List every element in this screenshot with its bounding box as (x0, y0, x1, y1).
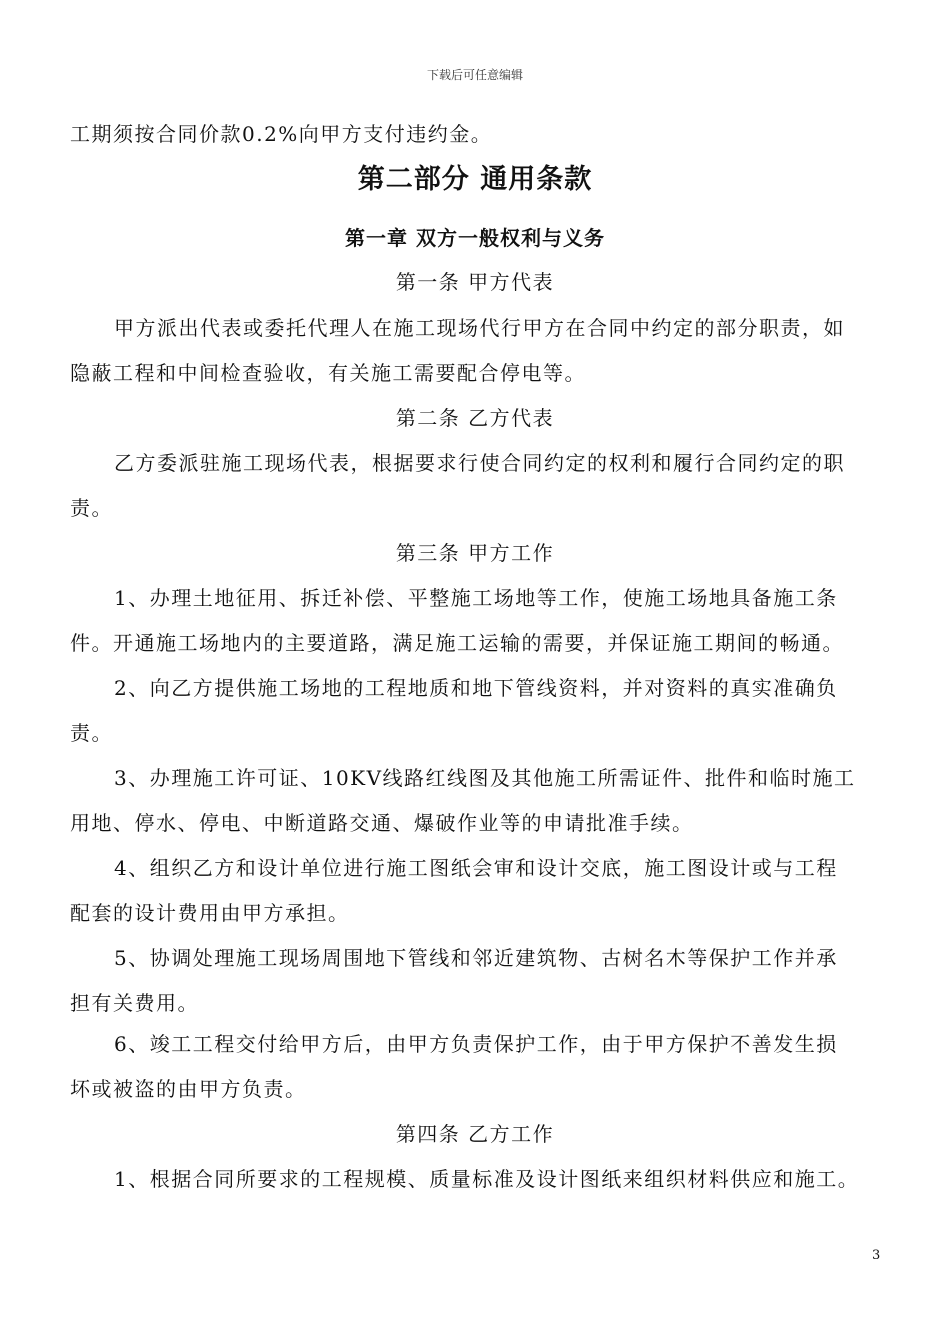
article-3-item-5-line-2: 担有关费用。 (70, 991, 199, 1015)
chapter-title: 第一章 双方一般权利与义务 (345, 226, 605, 250)
article-4-title: 第四条 乙方工作 (395, 1122, 555, 1146)
article-3-title: 第三条 甲方工作 (395, 541, 555, 565)
article-3-item-2-line-1: 2、向乙方提供施工场地的工程地质和地下管线资料，并对资料的真实准确负 (114, 676, 838, 700)
article-3-item-2-line-2: 责。 (70, 721, 113, 745)
article-2-title: 第二条 乙方代表 (395, 406, 555, 430)
article-3-item-1-line-1: 1、办理土地征用、拆迁补偿、平整施工场地等工作，使施工场地具备施工条 (114, 586, 838, 610)
article-3-item-3-line-2: 用地、停水、停电、中断道路交通、爆破作业等的申请批准手续。 (70, 811, 694, 835)
article-3-item-6-line-1: 6、竣工工程交付给甲方后，由甲方负责保护工作，由于甲方保护不善发生损 (114, 1032, 838, 1056)
article-3-item-6-line-2: 坏或被盗的由甲方负责。 (70, 1077, 307, 1101)
header-note: 下载后可任意编辑 (426, 68, 523, 82)
article-2-line-1: 乙方委派驻施工现场代表，根据要求行使合同约定的权利和履行合同约定的职 (114, 451, 845, 475)
page-number: 3 (872, 1248, 881, 1263)
article-3-item-5-line-1: 5、协调处理施工现场周围地下管线和邻近建筑物、古树名木等保护工作并承 (114, 946, 838, 970)
article-4-item-1-line-1: 1、根据合同所要求的工程规模、质量标准及设计图纸来组织材料供应和施工。 (114, 1167, 860, 1191)
article-1-line-2: 隐蔽工程和中间检查验收，有关施工需要配合停电等。 (70, 361, 586, 385)
intro-tail-line: 工期须按合同价款0.2%向甲方支付违约金。 (70, 122, 493, 146)
article-3-item-1-line-2: 件。开通施工场地内的主要道路，满足施工运输的需要，并保证施工期间的畅通。 (70, 631, 844, 655)
article-2-line-2: 责。 (70, 496, 113, 520)
article-1-line-1: 甲方派出代表或委托代理人在施工现场代行甲方在合同中约定的部分职责，如 (114, 316, 845, 340)
part-title: 第二部分 通用条款 (357, 164, 593, 195)
article-3-item-4-line-1: 4、组织乙方和设计单位进行施工图纸会审和设计交底，施工图设计或与工程 (114, 856, 838, 880)
article-3-item-3-line-1: 3、办理施工许可证、10KV线路红线图及其他施工所需证件、批件和临时施工 (114, 766, 856, 790)
article-3-item-4-line-2: 配套的设计费用由甲方承担。 (70, 901, 350, 925)
article-1-title: 第一条 甲方代表 (395, 270, 555, 294)
